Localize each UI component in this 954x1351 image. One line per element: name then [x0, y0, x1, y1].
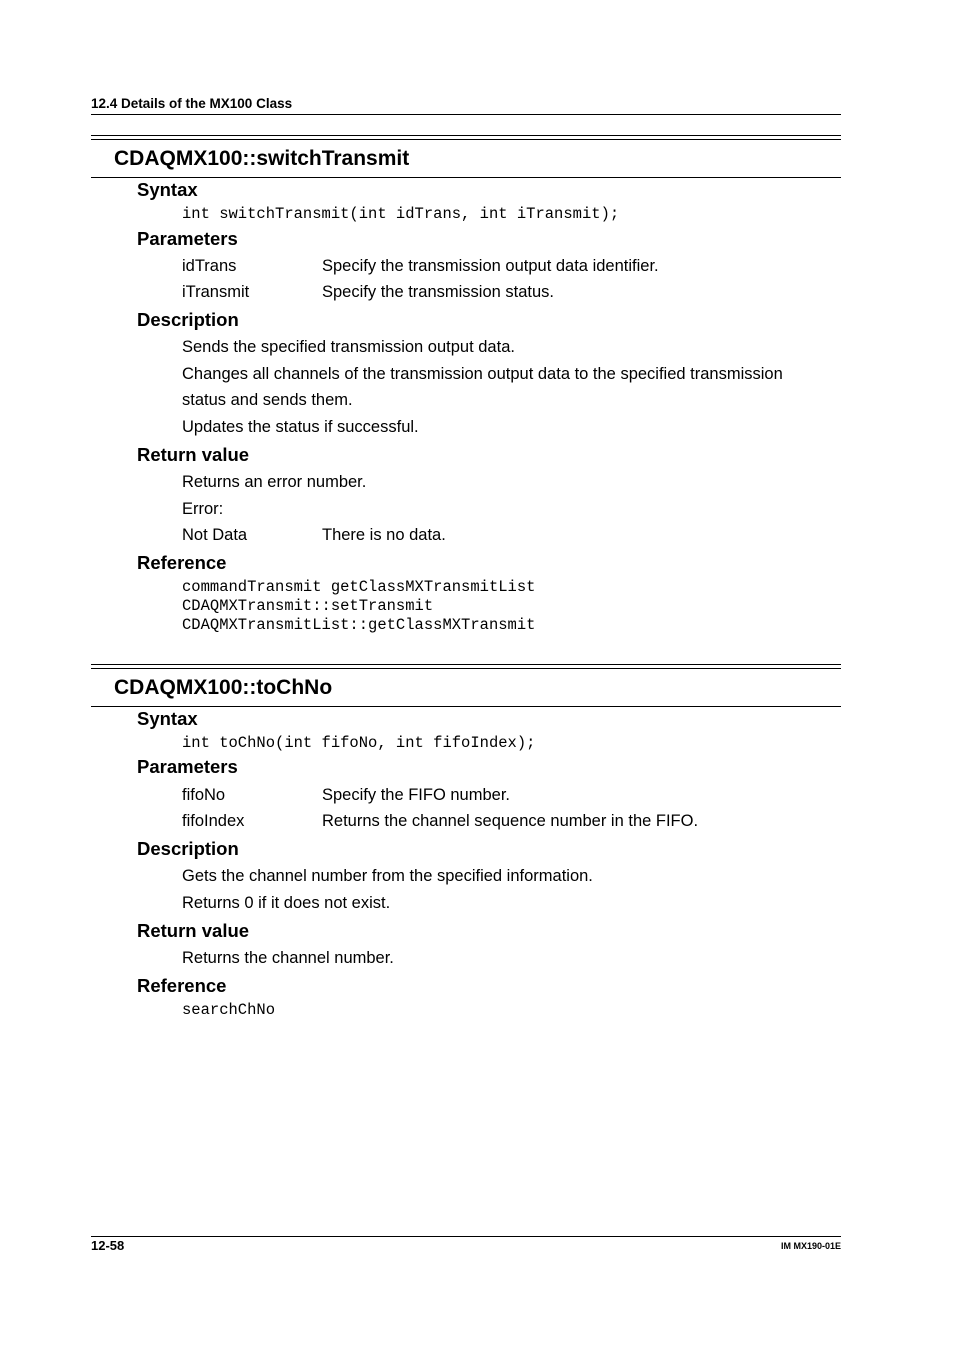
error-name: Not Data: [182, 526, 248, 544]
param-desc: Specify the transmission output data identifier.: [322, 257, 659, 275]
description-text: Updates the status if successful.: [182, 418, 419, 436]
return-text: Returns the channel number.: [182, 949, 394, 967]
section-rule-top: [91, 668, 841, 669]
reference-heading: Reference: [137, 552, 227, 573]
param-name: idTrans: [182, 257, 237, 275]
running-header: 12.4 Details of the MX100 Class: [91, 96, 293, 111]
param-name: iTransmit: [182, 283, 250, 301]
param-desc: Returns the channel sequence number in the FIFO.: [322, 812, 699, 830]
section-title: CDAQMX100::toChNo: [114, 676, 333, 699]
section-rule-top: [91, 664, 841, 665]
param-name: fifoIndex: [182, 812, 245, 830]
header-rule: [91, 114, 841, 115]
description-heading: Description: [137, 838, 239, 859]
parameters-heading: Parameters: [137, 756, 238, 777]
param-name: fifoNo: [182, 786, 226, 804]
description-text: Sends the specified transmission output data.: [182, 338, 515, 356]
description-text: Gets the channel number from the specified information.: [182, 867, 593, 885]
description-text: Changes all channels of the transmission output data to the specified transmission: [182, 365, 783, 383]
syntax-code: int switchTransmit(int idTrans, int iTransmit);: [182, 205, 620, 223]
return-text: Error:: [182, 500, 224, 518]
reference-item: CDAQMXTransmitList::getClassMXTransmit: [182, 616, 536, 634]
description-heading: Description: [137, 309, 239, 330]
section-title-rule: [91, 706, 841, 707]
param-desc: Specify the FIFO number.: [322, 786, 510, 804]
reference-item: commandTransmit getClassMXTransmitList: [182, 578, 536, 596]
page-number: 12-58: [91, 1238, 125, 1253]
error-desc: There is no data.: [322, 526, 446, 544]
section-rule-top: [91, 135, 841, 136]
return-heading: Return value: [137, 920, 250, 941]
syntax-heading: Syntax: [137, 179, 198, 200]
section-title: CDAQMX100::switchTransmit: [114, 147, 410, 170]
param-desc: Specify the transmission status.: [322, 283, 555, 301]
reference-item: CDAQMXTransmit::setTransmit: [182, 597, 434, 615]
footer-rule: [91, 1236, 841, 1237]
section-title-rule: [91, 177, 841, 178]
syntax-heading: Syntax: [137, 708, 198, 729]
description-text: Returns 0 if it does not exist.: [182, 894, 391, 912]
syntax-code: int toChNo(int fifoNo, int fifoIndex);: [182, 734, 536, 752]
description-text: status and sends them.: [182, 391, 353, 409]
return-heading: Return value: [137, 444, 250, 465]
document-id: IM MX190-01E: [780, 1241, 841, 1251]
reference-heading: Reference: [137, 975, 227, 996]
return-text: Returns an error number.: [182, 473, 367, 491]
parameters-heading: Parameters: [137, 228, 238, 249]
reference-item: searchChNo: [182, 1001, 276, 1019]
section-rule-top: [91, 139, 841, 140]
